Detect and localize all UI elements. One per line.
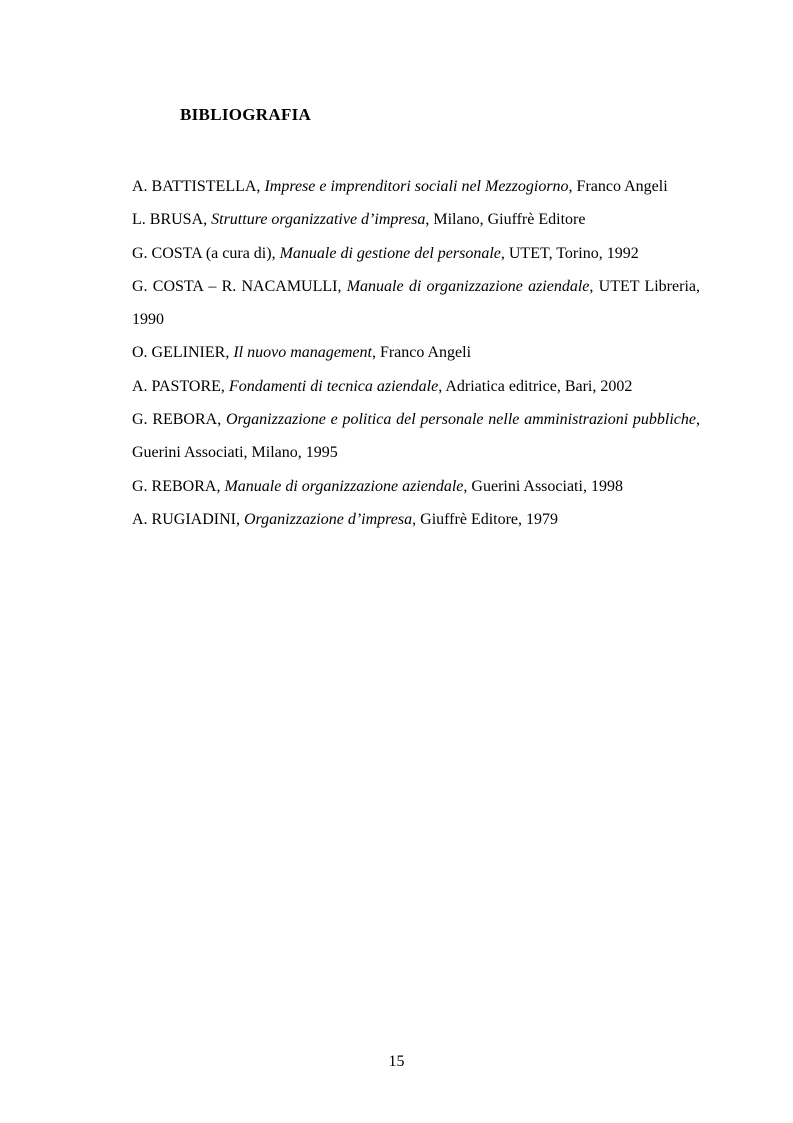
entry-title: Il nuovo management — [233, 344, 372, 362]
bibliography-entry — [132, 270, 700, 337]
entry-publisher: , Giuffrè Editore, 1979 — [412, 510, 559, 528]
entry-author: A. RUGIADINI, — [132, 510, 244, 528]
entry-title: Organizzazione d’impresa — [243, 510, 413, 528]
bibliography-entry — [132, 503, 700, 536]
entry-title: Fondamenti di tecnica aziendale — [228, 377, 439, 395]
entry-author: G. REBORA, — [132, 477, 225, 495]
entry-publisher: , Guerini Associati, Milano, 1995 — [132, 411, 701, 462]
entry-publisher: , UTET, Torino, 1992 — [500, 244, 639, 262]
entry-publisher: , Guerini Associati, 1998 — [463, 477, 623, 495]
entry-title: Manuale di organizzazione aziendale — [224, 477, 464, 495]
entry-title: Manuale di gestione del personale — [279, 244, 501, 262]
bibliography-entry — [132, 203, 700, 236]
entry-author: A. PASTORE, — [132, 377, 229, 395]
bibliography-list — [132, 170, 700, 536]
entry-title: Organizzazione e politica del personale nelle amministrazioni pubbliche — [225, 411, 697, 429]
entry-publisher: , UTET Libreria, 1990 — [132, 277, 700, 329]
bibliography-entry — [132, 370, 700, 403]
entry-author: G. REBORA, — [132, 411, 226, 429]
entry-author: A. BATTISTELLA, — [132, 178, 265, 195]
entry-title: Imprese e imprenditori sociali nel Mezzogiorno — [264, 178, 569, 195]
bibliography-entry — [132, 237, 700, 270]
bibliography-entry — [132, 403, 700, 470]
entry-author: G. COSTA (a cura di), — [132, 244, 280, 262]
bibliography-entry — [132, 470, 700, 503]
entry-title: Manuale di organizzazione aziendale — [346, 277, 590, 295]
entry-author: L. BRUSA, — [132, 211, 212, 229]
entry-author: O. GELINIER, — [132, 344, 234, 362]
entry-author: G. COSTA – R. NACAMULLI, — [132, 277, 347, 295]
page-title: BIBLIOGRAFIA — [180, 105, 312, 124]
entry-title: Strutture organizzative d’impresa — [211, 211, 426, 229]
entry-publisher: , Milano, Giuffrè Editore — [425, 211, 586, 229]
page-number: 15 — [388, 1053, 405, 1070]
entry-publisher: , Franco Angeli — [371, 344, 472, 362]
entry-publisher: , Adriatica editrice, Bari, 2002 — [438, 377, 633, 395]
bibliography-entry — [132, 336, 700, 369]
entry-publisher: , Franco Angeli — [568, 178, 668, 195]
bibliography-entry — [132, 170, 700, 203]
